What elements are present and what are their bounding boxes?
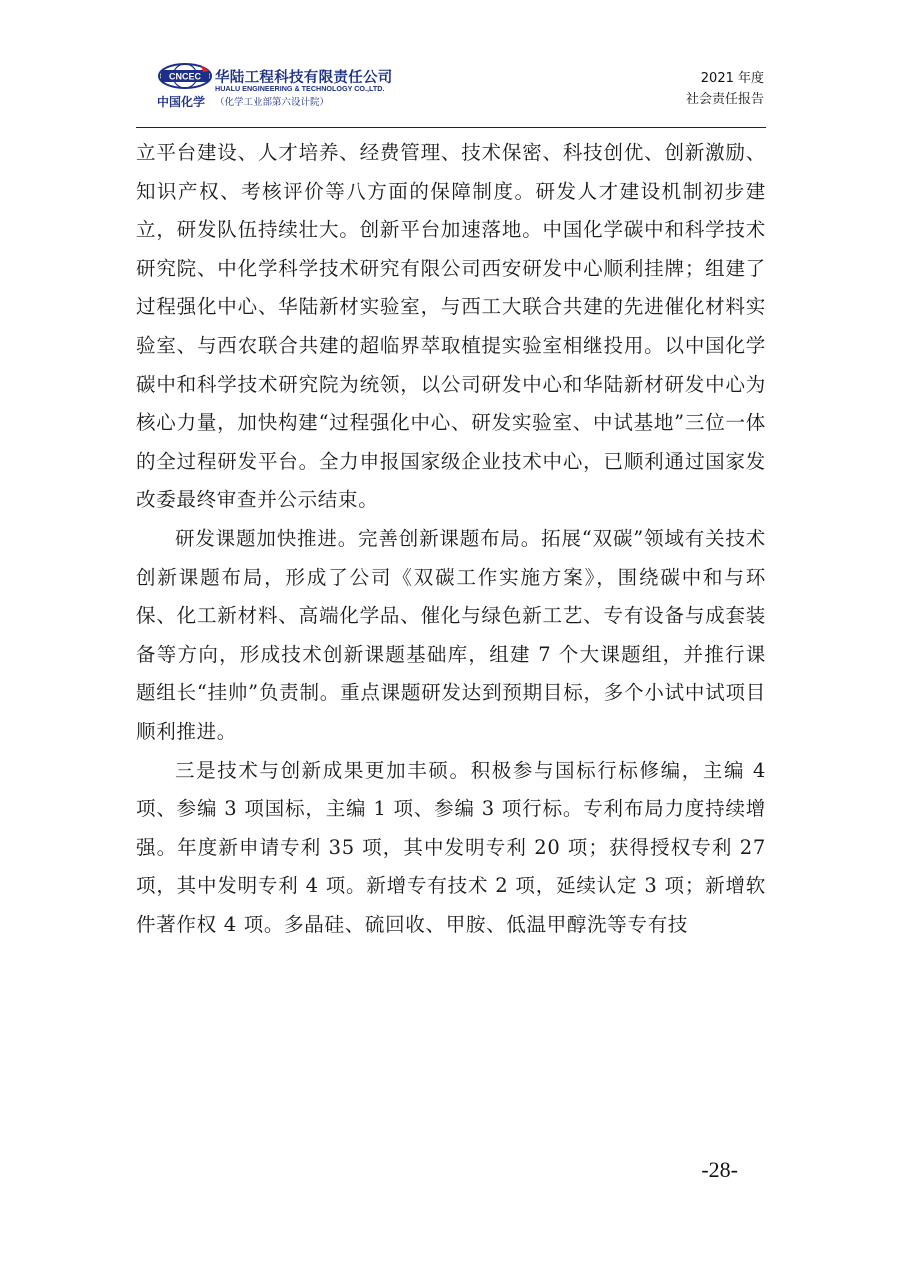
- paragraph: 三是技术与创新成果更加丰硕。积极参与国标行标修编，主编 4 项、参编 3 项国标，主编 1 项、参编 3 项行标。专利布局力度持续增强。年度新申请专利 35 项，其中发明专利 20 项；获得授权专利 27 项，其中发明专利 4 项。新增专有技术 2 项，延续认定 3 项；新增软件著作权 4 项。多晶硅、硫回收、甲胺、低温甲醇洗等专有技: [136, 758, 766, 936]
- paragraph: 研发课题加快推进。完善创新课题布局。拓展“双碳”领域有关技术创新课题布局，形成了公司《双碳工作实施方案》，围绕碳中和与环保、化工新材料、高端化学品、催化与绿色新工艺、专有设备与成套装备等方向，形成技术创新课题基础库，组建 7 个大课题组，并推行课题组长“挂帅”负责制。重点课题研发达到预期目标，多个小试中试项目顺利推进。: [136, 526, 766, 743]
- page-number: -28-: [701, 1157, 738, 1182]
- company-logo: [157, 62, 407, 112]
- company-name-en: HUALU ENGINEERING & TECHNOLOGY CO.,LTD.: [215, 84, 385, 93]
- report-year: 2021 年度: [700, 71, 764, 86]
- paragraph: 立平台建设、人才培养、经费管理、技术保密、科技创优、创新激励、知识产权、考核评价等八方面的保障制度。研发人才建设机制初步建立，研发队伍持续壮大。创新平台加速落地。中国化学碳中和科学技术研究院、中化学科学技术研究有限公司西安研发中心顺利挂牌；组建了过程强化中心、华陆新材实验室，与西工大联合共建的先进催化材料实验室、与西农联合共建的超临界萃取植提实验室相继投用。以中国化学碳中和科学技术研究院为统领，以公司研发中心和华陆新材研发中心为核心力量，加快构建“过程强化中心、研发实验室、中试基地”三位一体的全过程研发平台。全力申报国家级企业技术中心，已顺利通过国家发改委最终审查并公示结束。: [136, 141, 766, 512]
- logo-badge-text: CNCEC: [168, 71, 202, 82]
- report-title: 社会责任报告: [685, 92, 764, 107]
- page-header: [0, 0, 900, 130]
- company-name-cn: 华陆工程科技有限责任公司: [215, 70, 393, 86]
- brand-name-cn: 中国化学: [157, 95, 206, 109]
- report-body: [136, 134, 766, 944]
- cncec-globe-icon: [157, 62, 213, 94]
- company-subtitle: （化学工业部第六设计院）: [215, 97, 330, 108]
- header-divider: [136, 127, 766, 128]
